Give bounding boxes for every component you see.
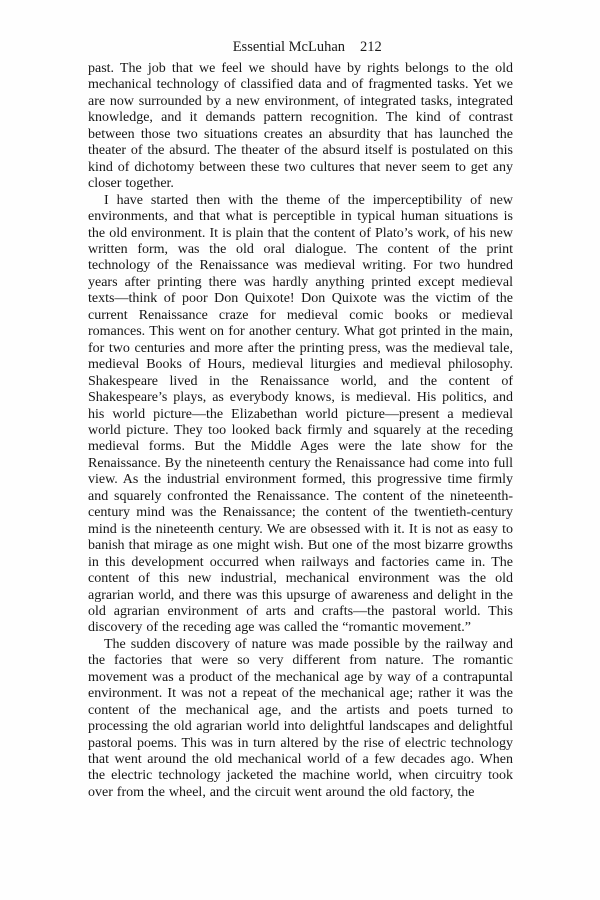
running-title: Essential McLuhan <box>232 39 346 55</box>
page-number: 212 <box>360 39 382 55</box>
page-body <box>88 61 513 801</box>
paragraph-2: I have started then with the theme of the imperceptibility of new environments, and that what is perceptible in typical human situations is the old environment. It is plain that the content of Plato’s work, of his new written form, was the old oral dialogue. The content of the print technology of the Renaissance was medieval writing. For two hundred years after printing there was hardly anything printed except medieval texts—think of poor Don Quixote! Don Quixote was the victim of the current Renaissance craze for medieval comic books or medieval romances. This went on for another century. What got printed in the main, for two centuries and more after the printing press, was the medieval tale, medieval Books of Hours, medieval liturgies and medieval philosophy. Shakespeare lived in the Renaissance world, and the content of Shakespeare’s plays, as everybody knows, is medieval. His politics, and his world picture—the Elizabethan world picture—present a medieval world picture. They too looked back firmly and squarely at the receding medieval forms. But the Middle Ages were the late show for the Renaissance. By the nineteenth century the Renaissance had come into full view. As the industrial environment formed, this progressive time firmly and squarely confronted the Renaissance. The content of the nineteenth-century mind was the Renaissance; the content of the twentieth-century mind is the nineteenth century. We are obsessed with it. It is not as easy to banish that mirage as one might wish. But one of the most bizarre growths in this development occurred when railways and factories came in. The content of this new industrial, mechanical environment was the old agrarian world, and there was this upsurge of awareness and delight in the old agrarian environment of arts and crafts—the pastoral world. This discovery of the receding age was called the “romantic movement.” <box>88 192 513 636</box>
paragraph-3: The sudden discovery of nature was made possible by the railway and the factories that were so very different from nature. The romantic movement was a product of the mechanical age by way of a contrapuntal environment. It was not a repeat of the mechanical age; rather it was the content of the mechanical age, and the artists and poets turned to processing the old agrarian world into delightful landscapes and delightful pastoral poems. This was in turn altered by the rise of electric technology that went around the old mechanical world of a few decades ago. When the electric technology jacketed the machine world, when circuitry took over from the wheel, and the circuit went around the old factory, the <box>88 636 513 800</box>
paragraph-1: past. The job that we feel we should have by rights belongs to the old mechanical technology of classified data and of fragmented tasks. Yet we are now surrounded by a new environment, of integrated tasks, integrated knowledge, and it demands pattern recognition. The kind of contrast between those two situations creates an absurdity that has launched the theater of the absurd. The theater of the absurd itself is postulated on this kind of dichotomy between these two cultures that never seem to get any closer together. <box>88 61 513 192</box>
